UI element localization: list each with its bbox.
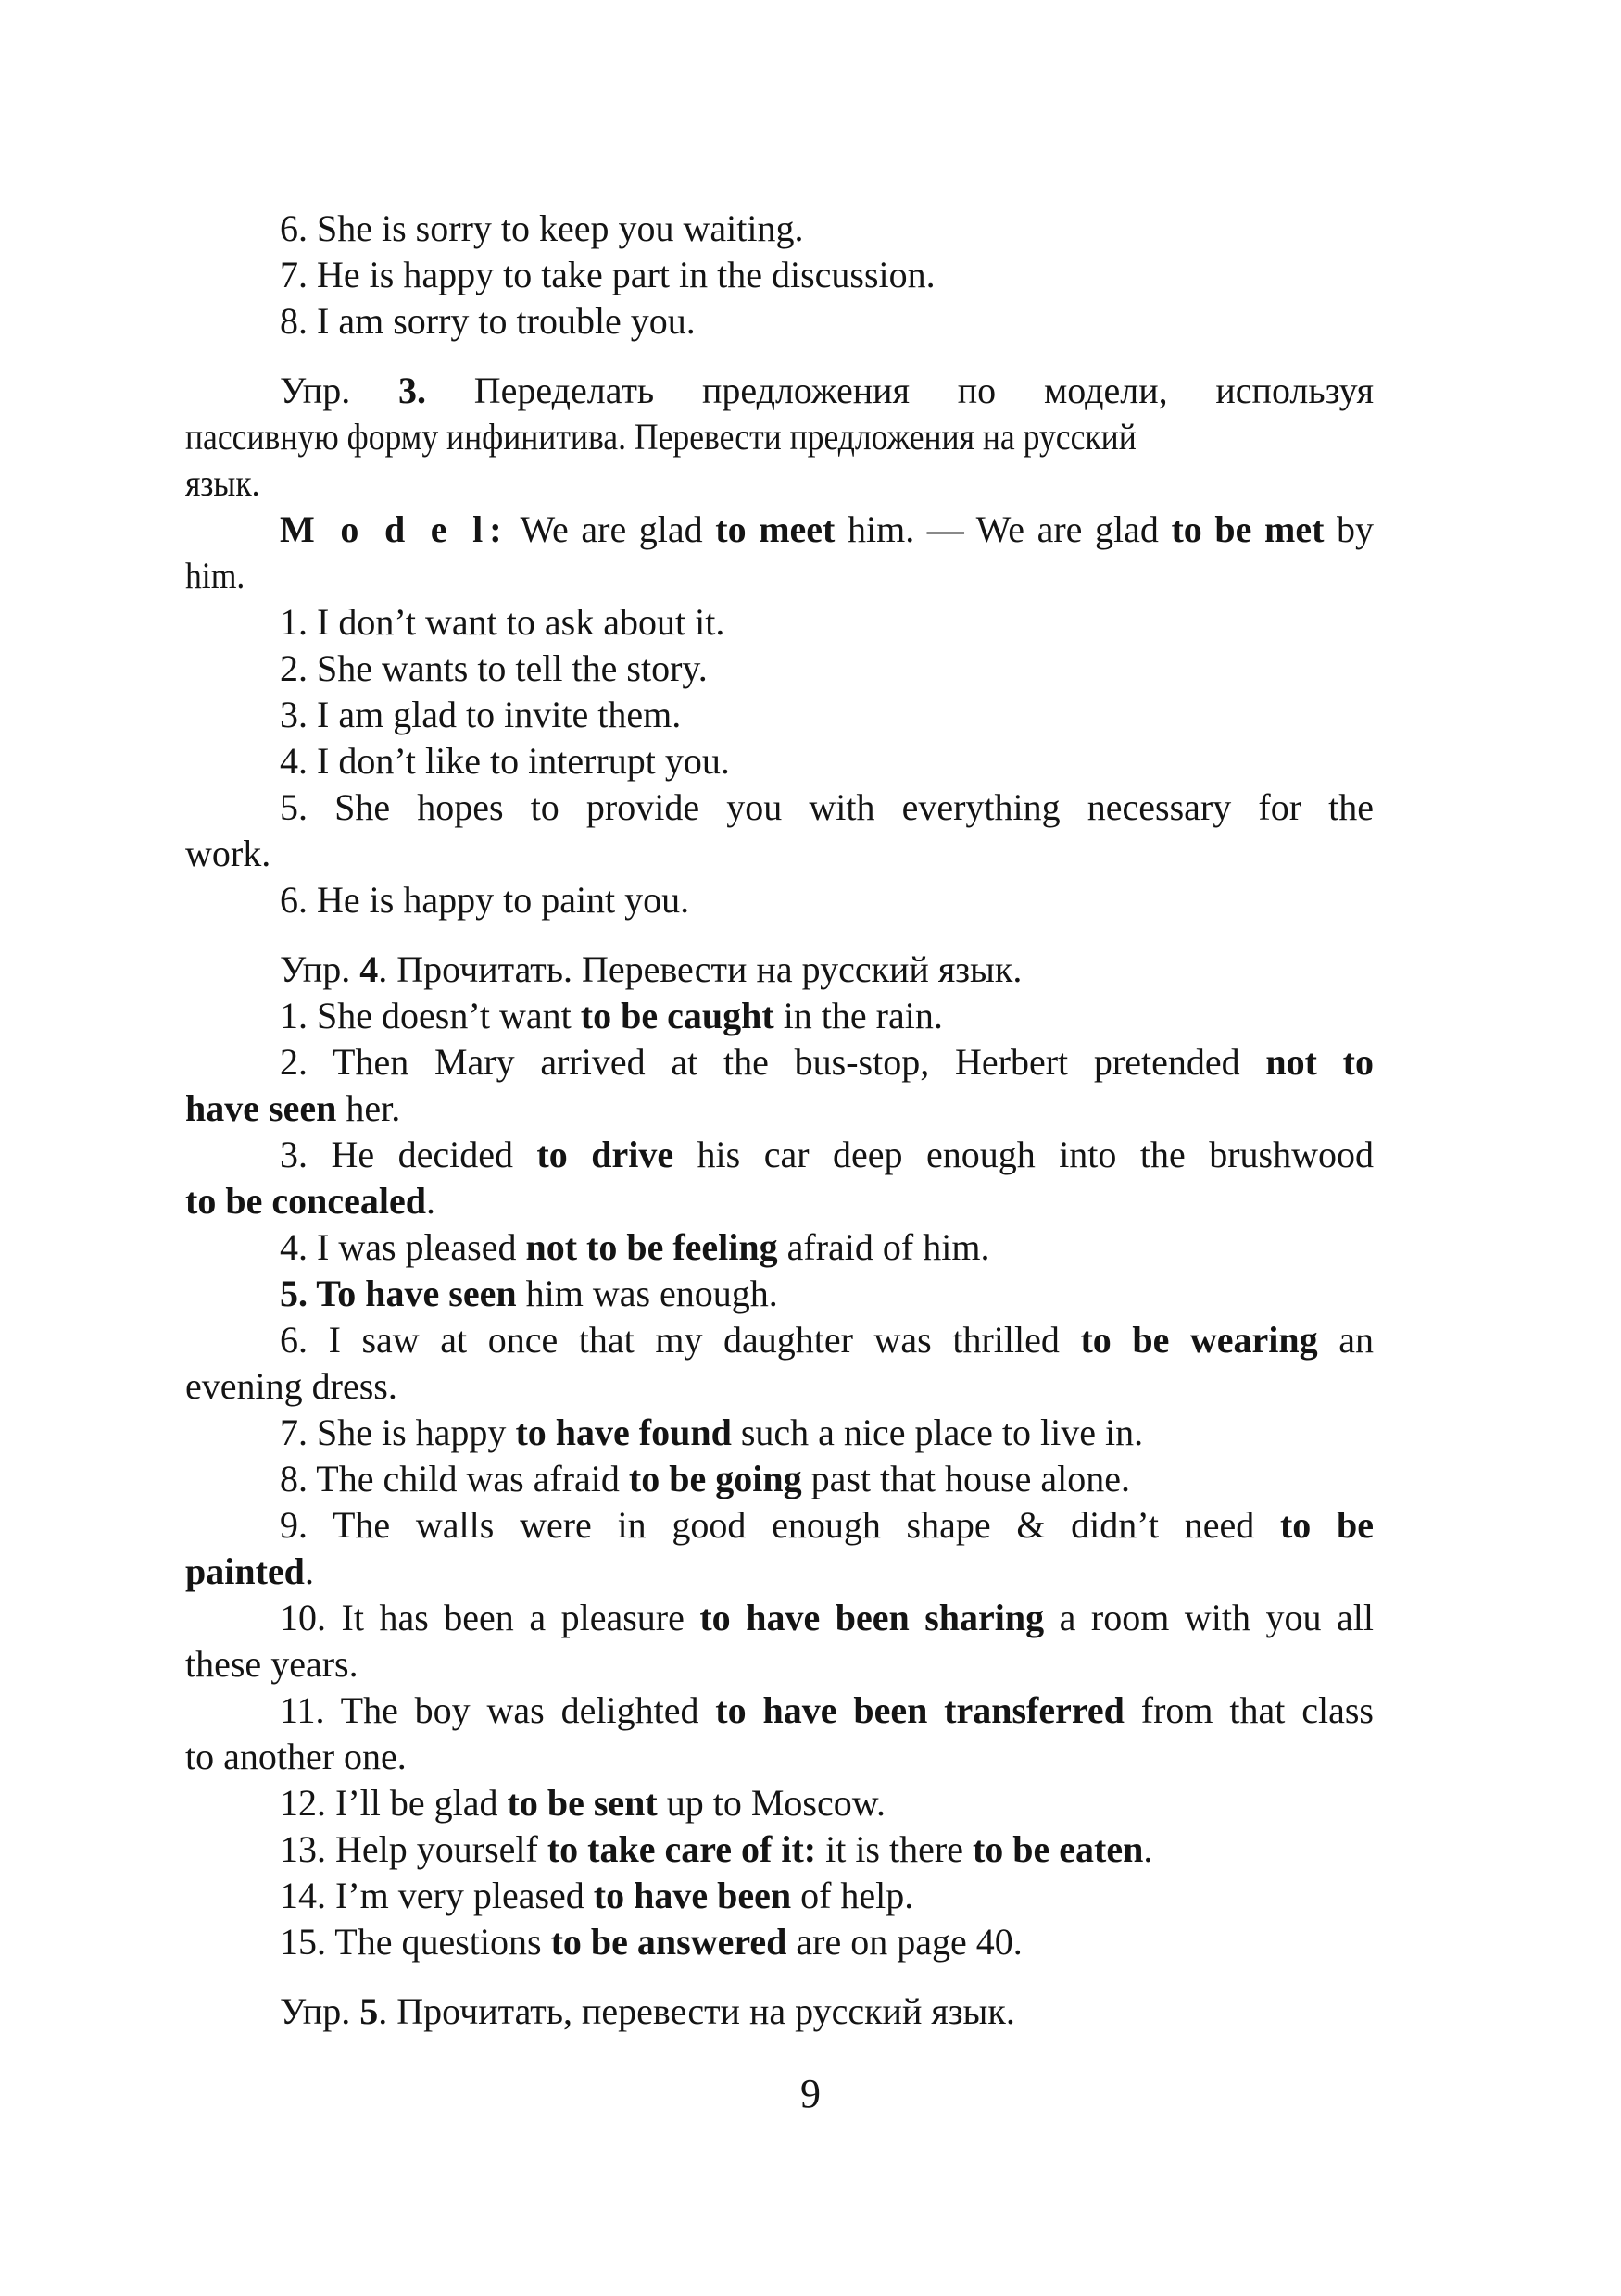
exercise-5 bbox=[185, 1989, 1374, 2035]
sentence-line: 4. I don’t like to interrupt you. bbox=[280, 740, 730, 782]
sentence-text: 15. The questions bbox=[280, 1921, 551, 1963]
sentence-line bbox=[185, 1595, 1374, 1641]
sentence-text: from that class bbox=[1124, 1689, 1374, 1731]
sentence-line bbox=[185, 1039, 1374, 1085]
exercise-2-tail bbox=[185, 206, 1374, 345]
sentence-line bbox=[185, 1410, 1374, 1456]
sentence-text: afraid of him. bbox=[777, 1226, 990, 1268]
exercise-3-instruction-line2 bbox=[185, 414, 1374, 460]
sentence-text: . bbox=[304, 1550, 314, 1592]
sentence-line bbox=[185, 1734, 1374, 1780]
bold-phrase: to have been transferred bbox=[715, 1689, 1125, 1731]
sentence-text: . bbox=[1143, 1828, 1153, 1870]
sentence-text: 13. Help yourself bbox=[280, 1828, 547, 1870]
sentence-line bbox=[185, 1549, 1374, 1595]
model-bold: to meet bbox=[715, 508, 836, 550]
sentence-text: . bbox=[425, 1180, 435, 1222]
bold-phrase: not to bbox=[1265, 1041, 1375, 1083]
sentence-text: 10. It has been a pleasure bbox=[280, 1597, 700, 1638]
sentence-line: work. bbox=[185, 833, 271, 874]
exercise-3-instruction-line3 bbox=[185, 460, 1374, 507]
sentence-text: 9. The walls were in good enough shape & didn’t need bbox=[280, 1504, 1280, 1546]
bold-phrase: to be caught bbox=[580, 995, 774, 1036]
sentence-text: it is there bbox=[816, 1828, 973, 1870]
sentence-text: 4. I was pleased bbox=[280, 1226, 526, 1268]
model-text: him. — We are glad bbox=[835, 508, 1172, 550]
instruction-text: . Прочитать, перевести на русский язык. bbox=[378, 1990, 1015, 2032]
sentence-line bbox=[185, 1641, 1374, 1687]
sentence-line: 5. She hopes to provide you with everything necessary for the bbox=[280, 786, 1374, 828]
exercise-3-instruction-line1 bbox=[185, 368, 1374, 414]
sentence-line bbox=[185, 1456, 1374, 1502]
bold-phrase: to be answered bbox=[550, 1921, 787, 1963]
bold-phrase: to be bbox=[1279, 1504, 1374, 1546]
sentence-text: are on page 40. bbox=[786, 1921, 1023, 1963]
bold-phrase: to be wearing bbox=[1080, 1319, 1318, 1361]
model-line-continued bbox=[185, 553, 1374, 599]
exercise-number: 3. bbox=[398, 370, 426, 411]
sentence-text: him was enough. bbox=[516, 1273, 778, 1314]
sentence-line: 8. I am sorry to trouble you. bbox=[280, 300, 696, 342]
sentence-text: evening dress. bbox=[185, 1365, 397, 1407]
sentence-line: 6. He is happy to paint you. bbox=[280, 879, 690, 921]
sentence-text: his car deep enough into the brushwood bbox=[673, 1134, 1374, 1175]
sentence-line bbox=[185, 1178, 1374, 1224]
sentence-text: 7. She is happy bbox=[280, 1411, 516, 1453]
model-label: M o d e l: bbox=[280, 508, 509, 550]
sentence-text: up to Moscow. bbox=[657, 1782, 886, 1824]
sentence-line: 2. She wants to tell the story. bbox=[280, 647, 708, 689]
bold-phrase: to have been sharing bbox=[699, 1597, 1045, 1638]
instruction-text: Переделать предложения по модели, используя bbox=[426, 370, 1374, 411]
bold-phrase: painted bbox=[185, 1550, 305, 1592]
model-text: We are glad bbox=[508, 508, 716, 550]
sentence-text: 8. The child was afraid bbox=[280, 1458, 629, 1499]
sentence-line bbox=[185, 1085, 1374, 1132]
exercise-number: 4 bbox=[359, 948, 379, 990]
sentence-text: 12. I’ll be glad bbox=[280, 1782, 508, 1824]
exercise-4 bbox=[185, 947, 1374, 1965]
sentence-line bbox=[185, 1919, 1374, 1965]
exercise-3 bbox=[185, 368, 1374, 923]
sentence-text: past that house alone. bbox=[801, 1458, 1130, 1499]
sentence-line bbox=[185, 1132, 1374, 1178]
bold-phrase: to be going bbox=[628, 1458, 802, 1499]
bold-phrase: to be sent bbox=[507, 1782, 658, 1824]
bold-phrase: 5. To have seen bbox=[280, 1273, 517, 1314]
instruction-text: . Прочитать. Перевести на русский язык. bbox=[378, 948, 1023, 990]
instruction-text: пассивную форму инфинитива. Перевести предложения на русский bbox=[185, 416, 1137, 458]
bold-phrase: to drive bbox=[536, 1134, 674, 1175]
bold-phrase: to have found bbox=[515, 1411, 732, 1453]
sentence-line: 3. I am glad to invite them. bbox=[280, 694, 682, 735]
sentence-line: 7. He is happy to take part in the discussion. bbox=[280, 254, 936, 295]
sentence-line bbox=[185, 1224, 1374, 1271]
sentence-line bbox=[185, 1502, 1374, 1549]
sentence-line bbox=[185, 1687, 1374, 1734]
sentence-text: her. bbox=[336, 1087, 401, 1129]
page-number: 9 bbox=[800, 2071, 821, 2116]
exercise-number: 5 bbox=[359, 1990, 379, 2032]
sentence-line bbox=[185, 1363, 1374, 1410]
sentence-text: a room with you all bbox=[1044, 1597, 1375, 1638]
sentence-text: 1. She doesn’t want bbox=[280, 995, 581, 1036]
sentence-line bbox=[185, 993, 1374, 1039]
sentence-line bbox=[185, 1271, 1374, 1317]
exercise-label: Упр. bbox=[280, 370, 398, 411]
sentence-text: these years. bbox=[185, 1643, 358, 1685]
sentence-text: 3. He decided bbox=[280, 1134, 537, 1175]
bold-phrase: have seen bbox=[185, 1087, 337, 1129]
sentence-text: 6. I saw at once that my daughter was thrilled bbox=[280, 1319, 1081, 1361]
exercise-label: Упр. bbox=[280, 1990, 360, 2032]
model-line bbox=[185, 507, 1374, 553]
sentence-line: 6. She is sorry to keep you waiting. bbox=[280, 207, 804, 249]
page-content bbox=[185, 206, 1374, 2035]
bold-phrase: to be concealed bbox=[185, 1180, 426, 1222]
sentence-text: in the rain. bbox=[773, 995, 943, 1036]
instruction-text: язык. bbox=[185, 462, 260, 504]
sentence-line bbox=[185, 1873, 1374, 1919]
sentence-text: 2. Then Mary arrived at the bus-stop, Herbert pretended bbox=[280, 1041, 1266, 1083]
exercise-4-instruction bbox=[185, 947, 1374, 993]
sentence-text: 11. The boy was delighted bbox=[280, 1689, 716, 1731]
sentence-line bbox=[185, 1826, 1374, 1873]
exercise-5-instruction bbox=[185, 1989, 1374, 2035]
sentence-line bbox=[185, 1780, 1374, 1826]
bold-phrase: to have been bbox=[593, 1875, 792, 1916]
sentence-text: 14. I’m very pleased bbox=[280, 1875, 594, 1916]
model-text: by bbox=[1324, 508, 1375, 550]
bold-phrase: to take care of it: bbox=[547, 1828, 817, 1870]
sentence-text: an bbox=[1317, 1319, 1375, 1361]
model-text: him. bbox=[185, 555, 245, 596]
sentence-text: such a nice place to live in. bbox=[731, 1411, 1144, 1453]
bold-phrase: to be eaten bbox=[972, 1828, 1144, 1870]
exercise-4-sentences bbox=[185, 993, 1374, 1965]
sentence-line: 1. I don’t want to ask about it. bbox=[280, 601, 725, 643]
bold-phrase: not to be feeling bbox=[525, 1226, 778, 1268]
sentence-text: of help. bbox=[791, 1875, 914, 1916]
model-bold: to be met bbox=[1171, 508, 1325, 550]
sentence-text: to another one. bbox=[185, 1736, 407, 1777]
exercise-label: Упр. bbox=[280, 948, 360, 990]
sentence-line bbox=[185, 1317, 1374, 1363]
